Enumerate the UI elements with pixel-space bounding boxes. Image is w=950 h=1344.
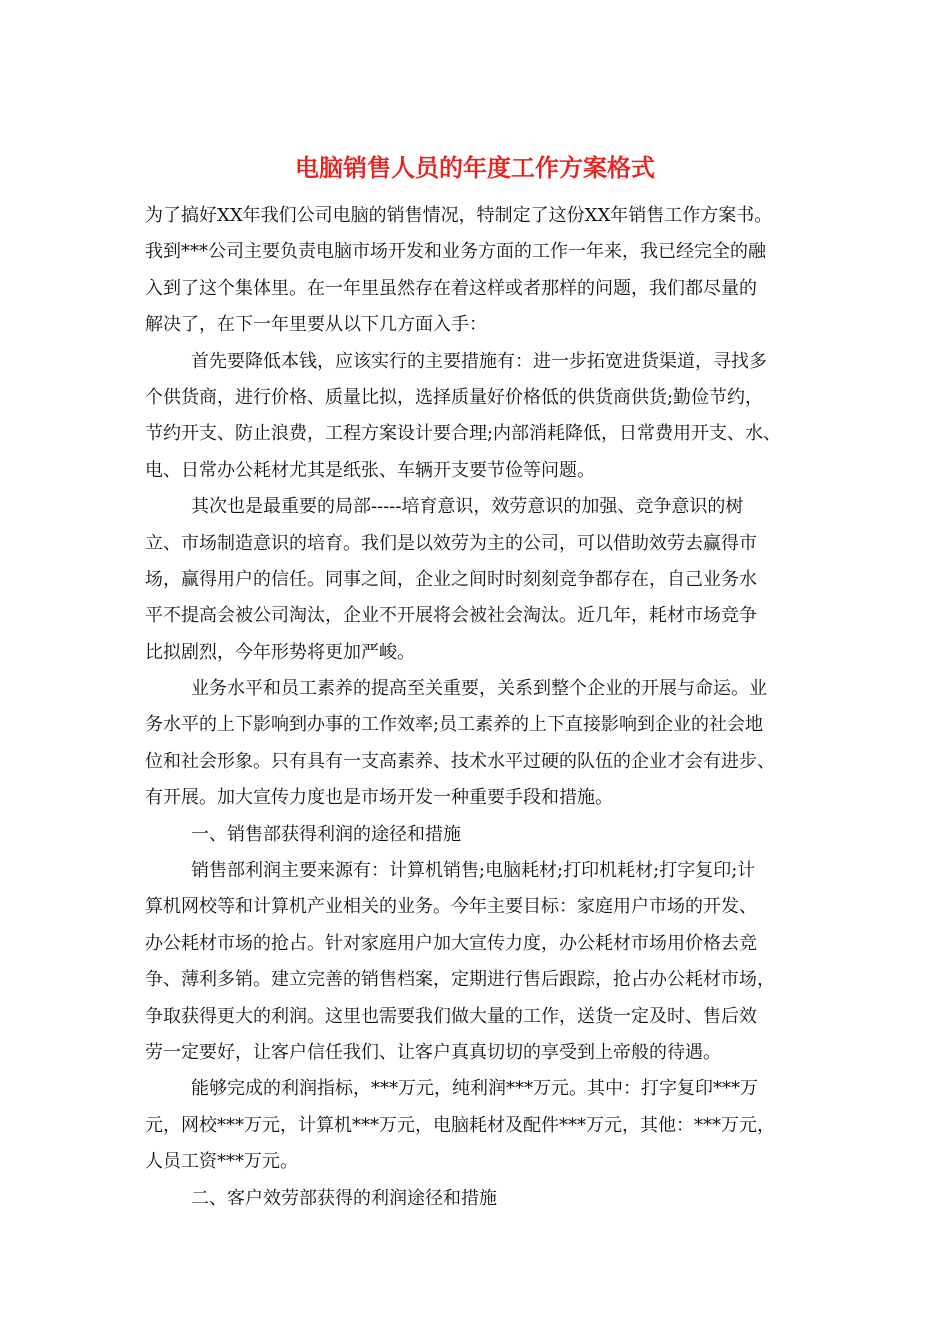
text-line: 算机网校等和计算机产业相关的业务。今年主要目标：家庭用户市场的开发、 (145, 896, 757, 918)
text-line: 其次也是最重要的局部-----培育意识，效劳意识的加强、竞争意识的树 (191, 496, 744, 518)
paragraph (145, 344, 815, 490)
text-line: 有开展。加大宣传力度也是市场开发一种重要手段和措施。 (145, 787, 613, 809)
text-line: 争取获得更大的利润。这里也需要我们做大量的工作，送货一定及时、售后效 (145, 1005, 757, 1027)
paragraph (145, 817, 815, 853)
paragraph (145, 853, 815, 1071)
paragraph (145, 1181, 815, 1217)
text-line: 二、客户效劳部获得的利润途径和措施 (191, 1187, 497, 1209)
document-body (145, 198, 815, 1217)
text-line: 节约开支、防止浪费，工程方案设计要合理;内部消耗降低，日常费用开支、水、 (145, 423, 782, 445)
document-title: 电脑销售人员的年度工作方案格式 (295, 154, 655, 182)
text-line: 电、日常办公耗材尤其是纸张、车辆开支要节俭等问题。 (145, 459, 595, 481)
text-line: 我到***公司主要负责电脑市场开发和业务方面的工作一年来，我已经完全的融 (145, 241, 766, 263)
paragraph (145, 671, 815, 817)
paragraph (145, 489, 815, 671)
text-line: 入到了这个集体里。在一年里虽然存在着这样或者那样的问题，我们都尽量的 (145, 277, 757, 299)
paragraph (145, 1071, 815, 1180)
text-line: 一、销售部获得利润的途径和措施 (191, 823, 461, 845)
text-line: 销售部利润主要来源有：计算机销售;电脑耗材;打印机耗材;打字复印;计 (191, 860, 756, 882)
text-line: 个供货商，进行价格、质量比拟，选择质量好价格低的供货商供货;勤俭节约， (145, 386, 764, 408)
text-line: 平不提高会被公司淘汰，企业不开展将会被社会淘汰。近几年，耗材市场竞争 (145, 605, 757, 627)
text-line: 元，网校***万元，计算机***万元，电脑耗材及配件***万元，其他：***万元， (145, 1114, 775, 1136)
text-line: 首先要降低本钱，应该实行的主要措施有：进一步拓宽进货渠道，寻找多 (191, 350, 767, 372)
text-line: 比拟剧烈，今年形势将更加严峻。 (145, 641, 415, 663)
text-line: 为了搞好XX年我们公司电脑的销售情况，特制定了这份XX年销售工作方案书。 (145, 205, 773, 226)
paragraph (145, 198, 815, 344)
text-line: 人员工资***万元。 (145, 1151, 298, 1173)
text-line: 位和社会形象。只有具有一支高素养、技术水平过硬的队伍的企业才会有进步、 (145, 750, 775, 772)
text-line: 务水平的上下影响到办事的工作效率;员工素养的上下直接影响到企业的社会地 (145, 714, 764, 736)
text-line: 解决了，在下一年里要从以下几方面入手： (145, 314, 487, 336)
text-line: 能够完成的利润指标，***万元，纯利润***万元。其中：打字复印***万 (191, 1078, 758, 1100)
text-line: 场，赢得用户的信任。同事之间，企业之间时时刻刻竞争都存在，自己业务水 (145, 568, 757, 590)
text-line: 劳一定要好，让客户信任我们、让客户真真切切的享受到上帝般的待遇。 (145, 1041, 721, 1063)
text-line: 办公耗材市场的抢占。针对家庭用户加大宣传力度，办公耗材市场用价格去竞 (145, 932, 757, 954)
text-line: 业务水平和员工素养的提高至关重要，关系到整个企业的开展与命运。业 (191, 678, 767, 700)
text-line: 争、薄利多销。建立完善的销售档案，定期进行售后跟踪，抢占办公耗材市场， (145, 969, 775, 991)
text-line: 立、市场制造意识的培育。我们是以效劳为主的公司，可以借助效劳去赢得市 (145, 532, 757, 554)
